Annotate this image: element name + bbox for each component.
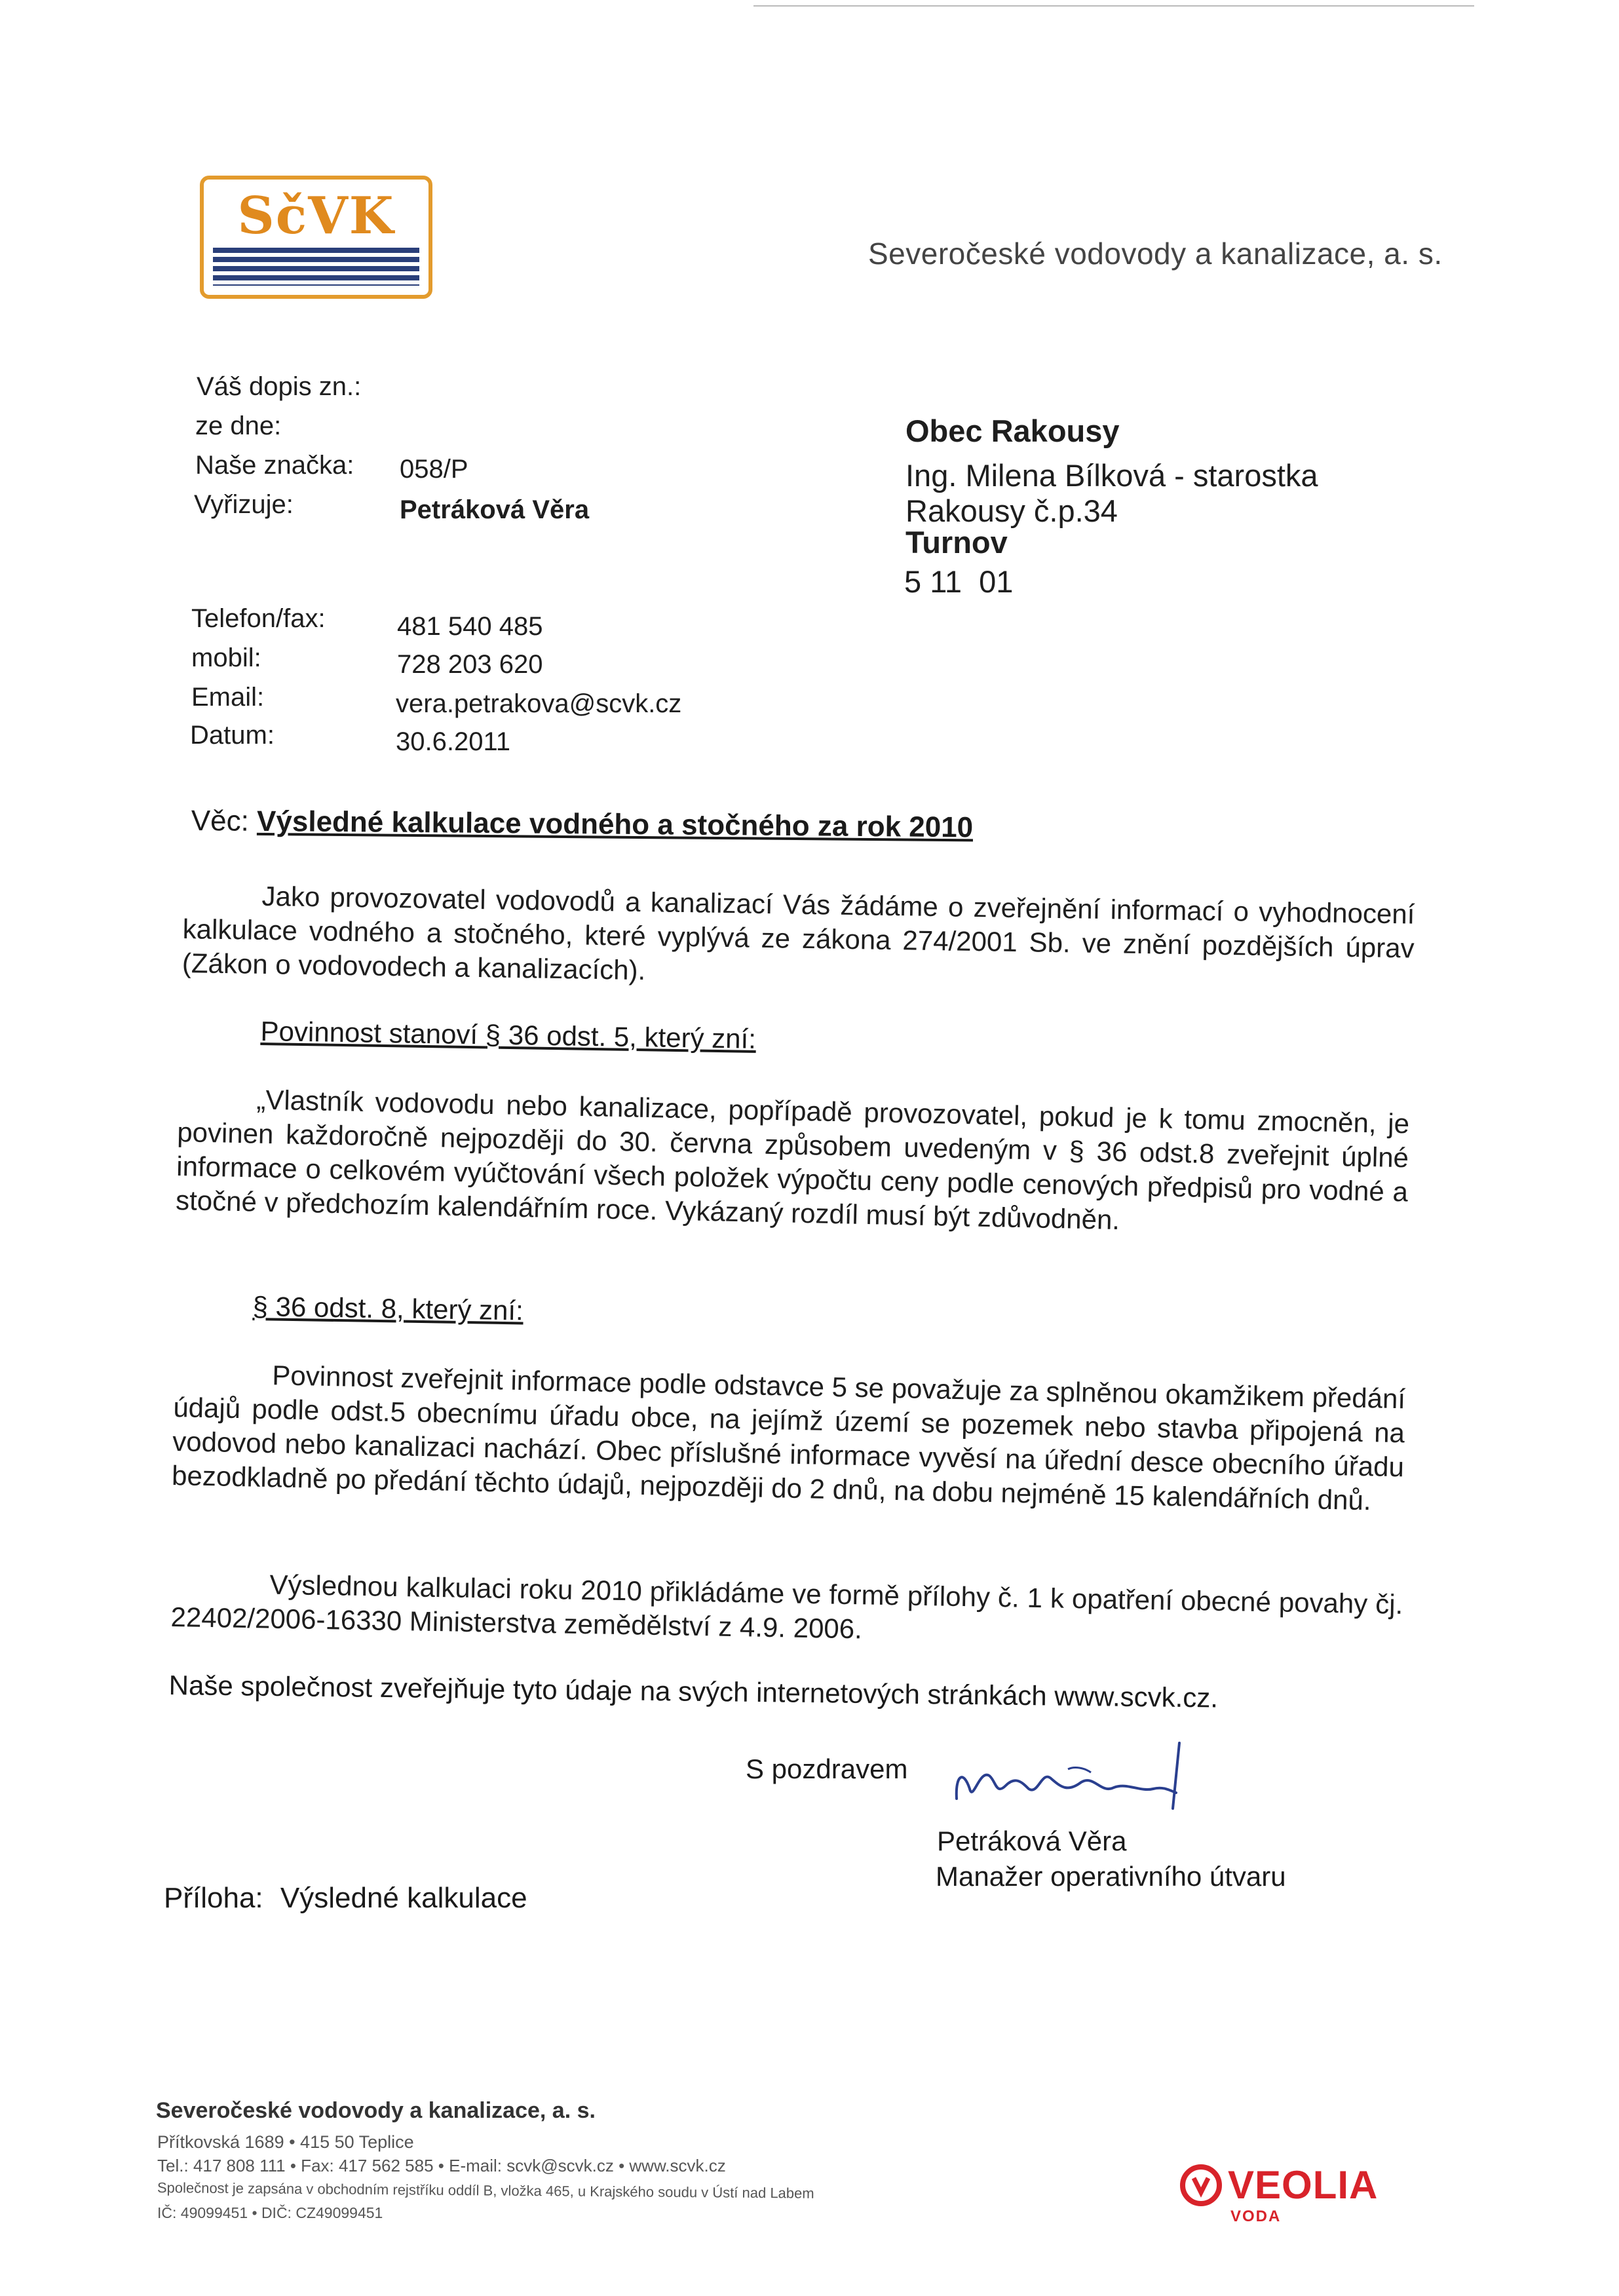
phone-value: 481 540 485 [397, 612, 543, 641]
email-value: vera.petrakova@scvk.cz [396, 689, 682, 718]
handled-by-label: Vyřizuje: [194, 490, 294, 519]
footer-address: Přítkovská 1689 • 415 50 Teplice [157, 2132, 414, 2152]
subject-text: Výsledné kalkulace vodného a stočného za rok 2010 [256, 805, 974, 844]
body-paragraph-4: Výslednou kalkulaci roku 2010 přikládáme ve formě přílohy č. 1 k opatření obecné povahy čj. 22402/2006-16330 Ministerstva zemědělství z 4.9. 2006. [170, 1569, 1403, 1645]
footer-company: Severočeské vodovody a kanalizace, a. s. [156, 2098, 596, 2123]
heading-section-8: § 36 odst. 8, který zní: [252, 1291, 524, 1326]
attachment-label: Příloha: [164, 1882, 263, 1914]
attachment-line [164, 1882, 527, 1915]
mobile-label: mobil: [191, 643, 261, 672]
phone-label: Telefon/fax: [191, 604, 326, 633]
closing-name: Petráková Věra [937, 1826, 1127, 1856]
recipient-line2: Ing. Milena Bílková - starostka [905, 458, 1318, 493]
scan-edge-line [753, 5, 1474, 7]
subject-line [191, 805, 974, 844]
email-label: Email: [191, 683, 265, 712]
veolia-name: VEOLIA [1228, 2163, 1379, 2207]
mobile-value: 728 203 620 [397, 650, 543, 679]
your-letter-label: Váš dopis zn.: [197, 372, 362, 401]
heading-section-5: Povinnost stanoví § 36 odst. 5, který zní: [260, 1016, 757, 1054]
letterhead-company-name: Severočeské vodovody a kanalizace, a. s. [868, 237, 1443, 271]
our-ref-label: Naše značka: [195, 451, 354, 480]
footer-ids: IČ: 49099451 • DIČ: CZ49099451 [157, 2204, 383, 2221]
logo-text: SčVK [237, 186, 395, 246]
datum-label: Datum: [190, 721, 275, 750]
body-paragraph-5: Naše společnost zveřejňuje tyto údaje na svých internetových stránkách www.scvk.cz. [168, 1670, 1219, 1713]
body-paragraph-2: „Vlastník vodovodu nebo kanalizace, popřípadě provozovatel, pokud je k tomu zmocněn, je povinen každoročně nejpozději do 30. června způsobem uvedeným v § 36 odst.8 zveřejnit úplné informace o celkovém vyúčtování všech položek výpočtu ceny podle cenových předpisů pro vodné a stočné v předchozím kalendářním roce. Vykázaný rozdíl musí být zdůvodněn. [175, 1084, 1410, 1236]
closing-position: Manažer operativního útvaru [936, 1861, 1286, 1892]
veolia-logo [1179, 2162, 1378, 2226]
veolia-sub: VODA [1230, 2208, 1282, 2225]
recipient-line5: 5 11 01 [904, 564, 1014, 599]
handled-by-value: Petráková Věra [400, 495, 590, 524]
subject-label: Věc: [191, 805, 250, 837]
body-paragraph-3: Povinnost zveřejnit informace podle odstavce 5 se považuje za splněnou okamžikem předání údajů podle odst.5 obecnímu úřadu obce, na jejímž území se pozemek nebo stavba připojená na vodovod nebo kanalizaci nachází. Obec příslušné informace vyvěsí na úřední desce obecního úřadu bezodkladně po předání těchto údajů, nejpozději do 2 dnů, na dobu nejméně 15 kalendářních dnů. [171, 1360, 1406, 1516]
signature-image [943, 1730, 1206, 1828]
scvk-logo [200, 176, 432, 299]
attachment-value: Výsledné kalkulace [280, 1882, 527, 1914]
body-paragraph-1: Jako provozovatel vodovodů a kanalizací Vás žádáme o zveřejnění informací o vyhodnocení kalkulace vodného a stočného, které vyplývá ze zákona 274/2001 Sb. ve znění pozdějších úprav (Zákon o vodovodech a kanalizacích). [181, 880, 1415, 986]
recipient-line1: Obec Rakousy [905, 413, 1120, 448]
footer-registry: Společnost je zapsána v obchodním rejstříku oddíl B, vložka 465, u Krajského soudu v Ústí nad Labem [157, 2179, 814, 2202]
logo-stripes [213, 248, 419, 286]
recipient-line3: Rakousy č.p.34 [905, 493, 1118, 528]
date-label: ze dne: [195, 411, 282, 440]
closing-greeting: S pozdravem [746, 1753, 908, 1784]
recipient-line4: Turnov [905, 525, 1008, 560]
our-ref-value: 058/P [400, 455, 468, 484]
veolia-emblem-icon [1179, 2164, 1223, 2207]
datum-value: 30.6.2011 [396, 727, 510, 756]
footer-contact: Tel.: 417 808 111 • Fax: 417 562 585 • E-mail: scvk@scvk.cz • www.scvk.cz [157, 2156, 726, 2175]
